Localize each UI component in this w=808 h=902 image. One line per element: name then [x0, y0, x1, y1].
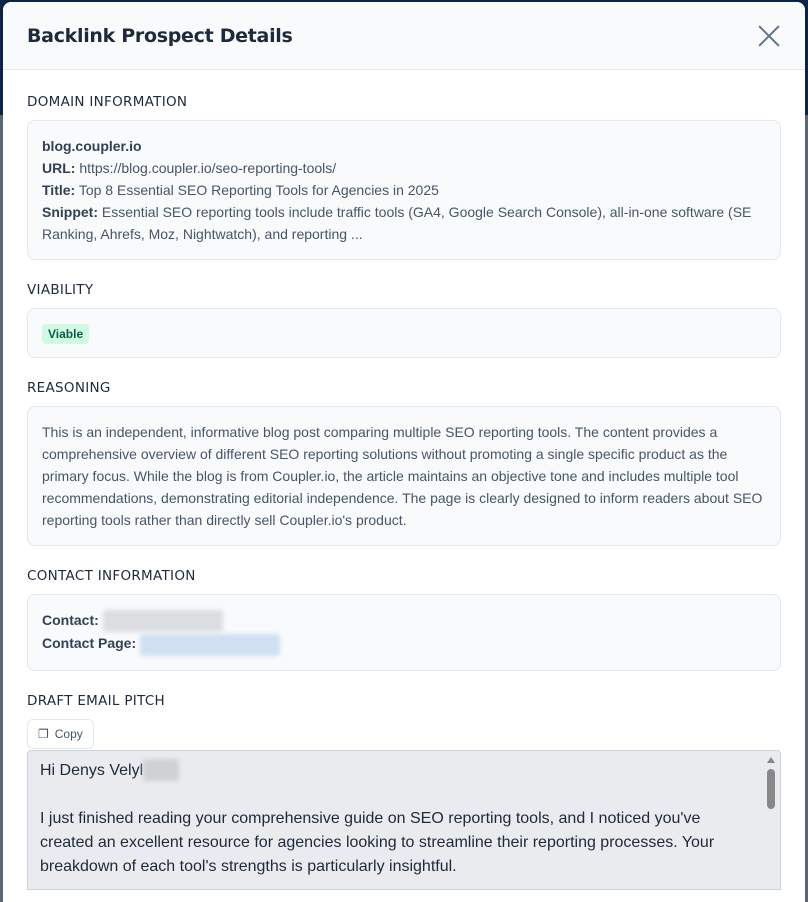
copy-icon: ❐: [38, 726, 49, 741]
contact-box: [27, 594, 781, 671]
email-pitch-textarea[interactable]: [27, 750, 781, 890]
section-label-reasoning: REASONING: [27, 380, 111, 396]
section-label-contact: CONTACT INFORMATION: [27, 568, 196, 584]
contact-label: Contact:: [42, 612, 99, 628]
contact-page-link-redacted[interactable]: [140, 634, 280, 656]
title-label: Title:: [42, 182, 76, 198]
url-label: URL:: [42, 160, 76, 176]
close-icon[interactable]: [757, 24, 781, 48]
domain-info-box: [27, 120, 781, 260]
domain-name: blog.coupler.io: [42, 138, 142, 154]
modal-header: [3, 2, 805, 70]
prospect-details-modal: [3, 2, 805, 902]
contact-page-label: Contact Page:: [42, 635, 137, 652]
pitch-body: I just finished reading your comprehensive guide on SEO reporting tools, and I noticed you've created an excellent resource for agencies looking to streamline their reporting processes. Your breakdown of each tool's strengths is particularly insightful.: [40, 809, 715, 875]
modal-title: Backlink Prospect Details: [27, 24, 293, 47]
section-label-viability: VIABILITY: [27, 282, 94, 298]
copy-button[interactable]: [27, 719, 94, 749]
section-label-domain: DOMAIN INFORMATION: [27, 94, 188, 110]
contact-value-redacted: [103, 610, 223, 632]
redacted-name: [143, 759, 179, 781]
textarea-scrollbar[interactable]: [764, 751, 778, 889]
title-value: Top 8 Essential SEO Reporting Tools for Agencies in 2025: [78, 182, 439, 198]
snippet-value: Essential SEO reporting tools include traffic tools (GA4, Google Search Console), all-in-one software (SE Ranking, Ahrefs, Moz, Nightwatch), and reporting ...: [42, 204, 752, 242]
reasoning-text: This is an independent, informative blog post comparing multiple SEO reporting tools. The content provides a comprehensive overview of different SEO reporting solutions without promoting a single specific product as the primary focus. While the blog is from Coupler.io, the article maintains an objective tone and includes multiple tool recommendations, demonstrating editorial independence. The page is clearly designed to inform readers about SEO reporting tools rather than directly sell Coupler.io's product.: [42, 424, 763, 528]
section-label-pitch: DRAFT EMAIL PITCH: [27, 692, 165, 709]
reasoning-box: [27, 406, 781, 546]
pitch-greeting: Hi Denys Velyl: [40, 761, 144, 779]
viability-badge: Viable: [42, 324, 89, 344]
snippet-label: Snippet:: [42, 204, 98, 220]
url-value: https://blog.coupler.io/seo-reporting-tools/: [79, 160, 337, 176]
viability-box: [27, 308, 781, 358]
copy-label: Copy: [54, 726, 83, 741]
